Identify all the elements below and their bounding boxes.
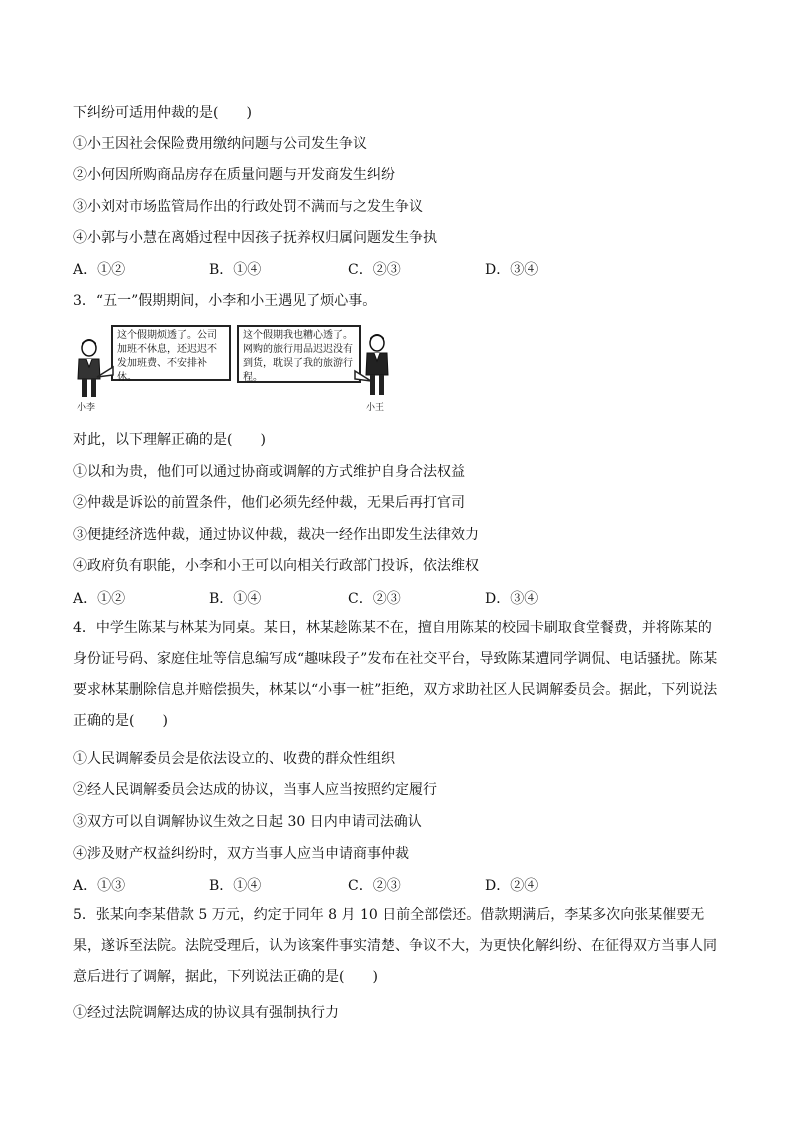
q4-item-2: ②经人民调解委员会达成的协议，当事人应当按照约定履行 <box>73 782 437 798</box>
q3-question: 对此，以下理解正确的是( ) <box>73 432 266 448</box>
right-bubble-text: 这个假期我也糟心透了。网购的旅行用品迟迟没有到货，耽误了我的旅游行程。 <box>243 330 353 383</box>
left-speech-bubble <box>111 325 231 381</box>
left-bubble-text: 这个假期烦透了。公司加班不休息，还迟迟不发加班费、不安排补休。 <box>117 330 217 383</box>
q4-option-a: A．①③ <box>73 878 126 894</box>
label-xiaowang: 小王 <box>366 403 385 413</box>
q2-item-1: ①小王因社会保险费用缴纳问题与公司发生争议 <box>73 136 367 152</box>
q2-item-4: ④小郭与小慧在离婚过程中因孩子抚养权归属问题发生争执 <box>73 230 437 246</box>
q2-option-d: D．③④ <box>485 262 539 278</box>
q2-option-a: A．①② <box>73 262 126 278</box>
q4-option-b: B．①④ <box>209 878 262 894</box>
q4-stem: 4．中学生陈某与林某为同桌。某日，林某趁陈某不在，擅自用陈某的校园卡刷取食堂餐费，并将陈某的身份证号码、家庭住址等信息编写成“趣味段子”发布在社交平台，导致陈某遭同学调侃、电话骚扰。陈某要求林某删除信息并赔偿损失，林某以“小事一桩”拒绝，双方求助社区人民调解委员会。据此，下列说法正确的是( ) <box>73 620 718 729</box>
q3-item-1: ①以和为贵，他们可以通过协商或调解的方式维护自身合法权益 <box>73 464 465 480</box>
q3-item-4: ④政府负有职能，小李和小王可以向相关行政部门投诉，依法维权 <box>73 558 479 574</box>
left-bubble-tail-icon <box>95 365 115 381</box>
q4-item-1: ①人民调解委员会是依法设立的、收费的群众性组织 <box>73 751 395 767</box>
q3-option-c: C．②③ <box>348 591 401 607</box>
label-xiaoli: 小李 <box>77 403 96 413</box>
q3-stem: 3．“五一”假期期间，小李和小王遇见了烦心事。 <box>73 293 377 309</box>
q3-option-b: B．①④ <box>209 591 262 607</box>
q2-item-3: ③小刘对市场监管局作出的行政处罚不满而与之发生争议 <box>73 199 423 215</box>
q2-stem: 下纠纷可适用仲裁的是( ) <box>73 105 252 121</box>
q4-option-d: D．②④ <box>485 878 539 894</box>
q4-item-3: ③双方可以自调解协议生效之日起 30 日内申请司法确认 <box>73 814 422 830</box>
q2-option-b: B．①④ <box>209 262 262 278</box>
q3-option-d: D．③④ <box>485 591 539 607</box>
q3-comic <box>73 323 373 415</box>
q2-option-c: C．②③ <box>348 262 401 278</box>
right-speech-bubble <box>237 325 361 383</box>
q3-option-a: A．①② <box>73 591 126 607</box>
q2-item-2: ②小何因所购商品房存在质量问题与开发商发生纠纷 <box>73 167 395 183</box>
q4-option-c: C．②③ <box>348 878 401 894</box>
q5-item-1: ①经过法院调解达成的协议具有强制执行力 <box>73 1005 339 1021</box>
person-xiaowang-icon <box>362 333 392 399</box>
q4-item-4: ④涉及财产权益纠纷时，双方当事人应当申请商事仲裁 <box>73 846 409 862</box>
q3-item-3: ③便捷经济选仲裁，通过协议仲裁，裁决一经作出即发生法律效力 <box>73 527 479 543</box>
q5-stem: 5．张某向李某借款 5 万元，约定于同年 8 月 10 日前全部偿还。借款期满后，李某多次向张某催要无果，遂诉至法院。法院受理后，认为该案件事实清楚、争议不大，为更快化解纠纷、在征得双方当事人同意后进行了调解，据此，下列说法正确的是( ) <box>73 907 717 985</box>
q3-item-2: ②仲裁是诉讼的前置条件，他们必须先经仲裁，无果后再打官司 <box>73 495 465 511</box>
